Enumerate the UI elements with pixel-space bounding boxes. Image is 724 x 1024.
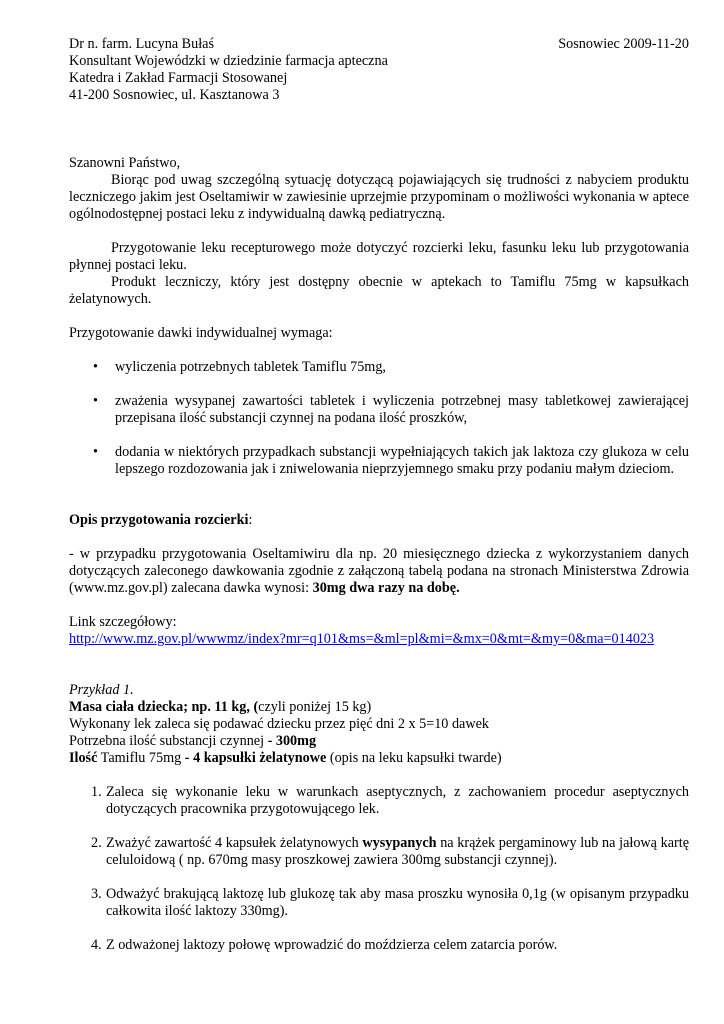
sender-block bbox=[69, 36, 689, 104]
link-label: Link szczegółowy: bbox=[69, 614, 177, 630]
list-item bbox=[93, 393, 689, 427]
example-title: Przykład 1. bbox=[69, 682, 134, 698]
example-doses: Wykonany lek zaleca się podawać dziecku przez pięć dni 2 x 5=10 dawek bbox=[69, 716, 489, 732]
sender-department: Katedra i Zakład Farmacji Stosowanej bbox=[69, 70, 288, 86]
sender-title: Konsultant Wojewódzki w dziedzinie farmacja apteczna bbox=[69, 53, 388, 69]
list-item-text: dodania w niektórych przypadkach substancji wypełniających takich jak laktoza czy glukoza w celu lepszego rozdozowania jak i zniwelowania nieprzyjemnego smaku przy podaniu małym dzieciom. bbox=[115, 444, 689, 477]
example-capsules: Ilość Tamiflu 75mg - 4 kapsułki żelatynowe (opis na leku kapsułki twarde) bbox=[69, 750, 502, 766]
example-substance: Potrzebna ilość substancji czynnej - 300mg bbox=[69, 733, 317, 749]
steps-list bbox=[91, 784, 689, 954]
paragraph-3: Produkt leczniczy, który jest dostępny obecnie w aptekach to Tamiflu 75mg w kapsułkach żelatynowych. bbox=[69, 274, 689, 307]
list-item bbox=[93, 444, 689, 478]
letter-body bbox=[69, 36, 689, 954]
link-line bbox=[69, 631, 689, 648]
list-item: 3. Odważyć brakującą laktozę lub glukozę tak aby masa proszku wynosiła 0,1g (w opisanym przypadku całkowita ilość laktozy 330mg). bbox=[91, 886, 689, 919]
requirements-list bbox=[93, 359, 689, 478]
ministry-link[interactable]: http://www.mz.gov.pl/wwwmz/index?mr=q101&ms=&ml=pl&mi=&mx=0&mt=&my=0&ma=014023 bbox=[69, 631, 655, 647]
section-heading-line: Opis przygotowania rozcierki: bbox=[69, 512, 253, 528]
list-item: 2. Zważyć zawartość 4 kapsułek żelatynowych wysypanych na krążek pergaminowy lub na jałową kartę celuloidową ( np. 670mg masy proszkowej zawiera 300mg substancji czynnej). bbox=[91, 835, 689, 868]
section-heading: Opis przygotowania rozcierki bbox=[69, 512, 249, 528]
list-item-text: wyliczenia potrzebnych tabletek Tamiflu 75mg, bbox=[115, 359, 386, 375]
paragraph-1: Biorąc pod uwag szczególną sytuację dotyczącą pojawiających się trudności z nabyciem produktu leczniczego jakim jest Oseltamiwir w zawiesinie uprzejmie przypominam o możliwości wykonania w aptece ogólnodostępnej postaci leku z indywidualną dawką pediatryczną. bbox=[69, 172, 689, 222]
example-weight: Masa ciała dziecka; np. 11 kg, (czyli poniżej 15 kg) bbox=[69, 699, 372, 715]
requirements-intro: Przygotowanie dawki indywidualnej wymaga: bbox=[69, 325, 333, 341]
letter-date: Sosnowiec 2009-11-20 bbox=[558, 36, 689, 52]
list-item-text: zważenia wysypanej zawartości tabletek i wyliczenia potrzebnej masy tabletkowej zawierającej przepisana ilość substancji czynnej na podana ilość proszków, bbox=[115, 393, 689, 426]
salutation: Szanowni Państwo, bbox=[69, 155, 181, 171]
sender-name: Dr n. farm. Lucyna Bułaś bbox=[69, 36, 214, 52]
sender-address: 41-200 Sosnowiec, ul. Kasztanowa 3 bbox=[69, 87, 280, 103]
bullet-icon: • bbox=[93, 393, 98, 409]
list-item: 4. Z odważonej laktozy połowę wprowadzić do moździerza celem zatarcia porów. bbox=[91, 937, 558, 953]
paragraph-2: Przygotowanie leku recepturowego może dotyczyć rozcierki leku, fasunku leku lub przygotowania płynnej postaci leku. bbox=[69, 240, 689, 273]
section-text: - w przypadku przygotowania Oseltamiwiru dla np. 20 miesięcznego dziecka z wykorzystaniem danych dotyczących zaleconego dawkowania zgodnie z załączoną tabelą podana na stronach Ministerstwa Zdrowia (www.mz.gov.pl) zalecana dawka wynosi: 30mg dwa razy na dobę. bbox=[69, 546, 689, 596]
bullet-icon: • bbox=[93, 359, 98, 375]
dose-highlight: 30mg dwa razy na dobę. bbox=[312, 580, 460, 596]
bullet-icon: • bbox=[93, 444, 98, 460]
list-item bbox=[93, 359, 689, 376]
list-item: 1. Zaleca się wykonanie leku w warunkach aseptycznych, z zachowaniem procedur aseptycznych dotyczących pracownika przygotowującego lek. bbox=[91, 784, 689, 817]
